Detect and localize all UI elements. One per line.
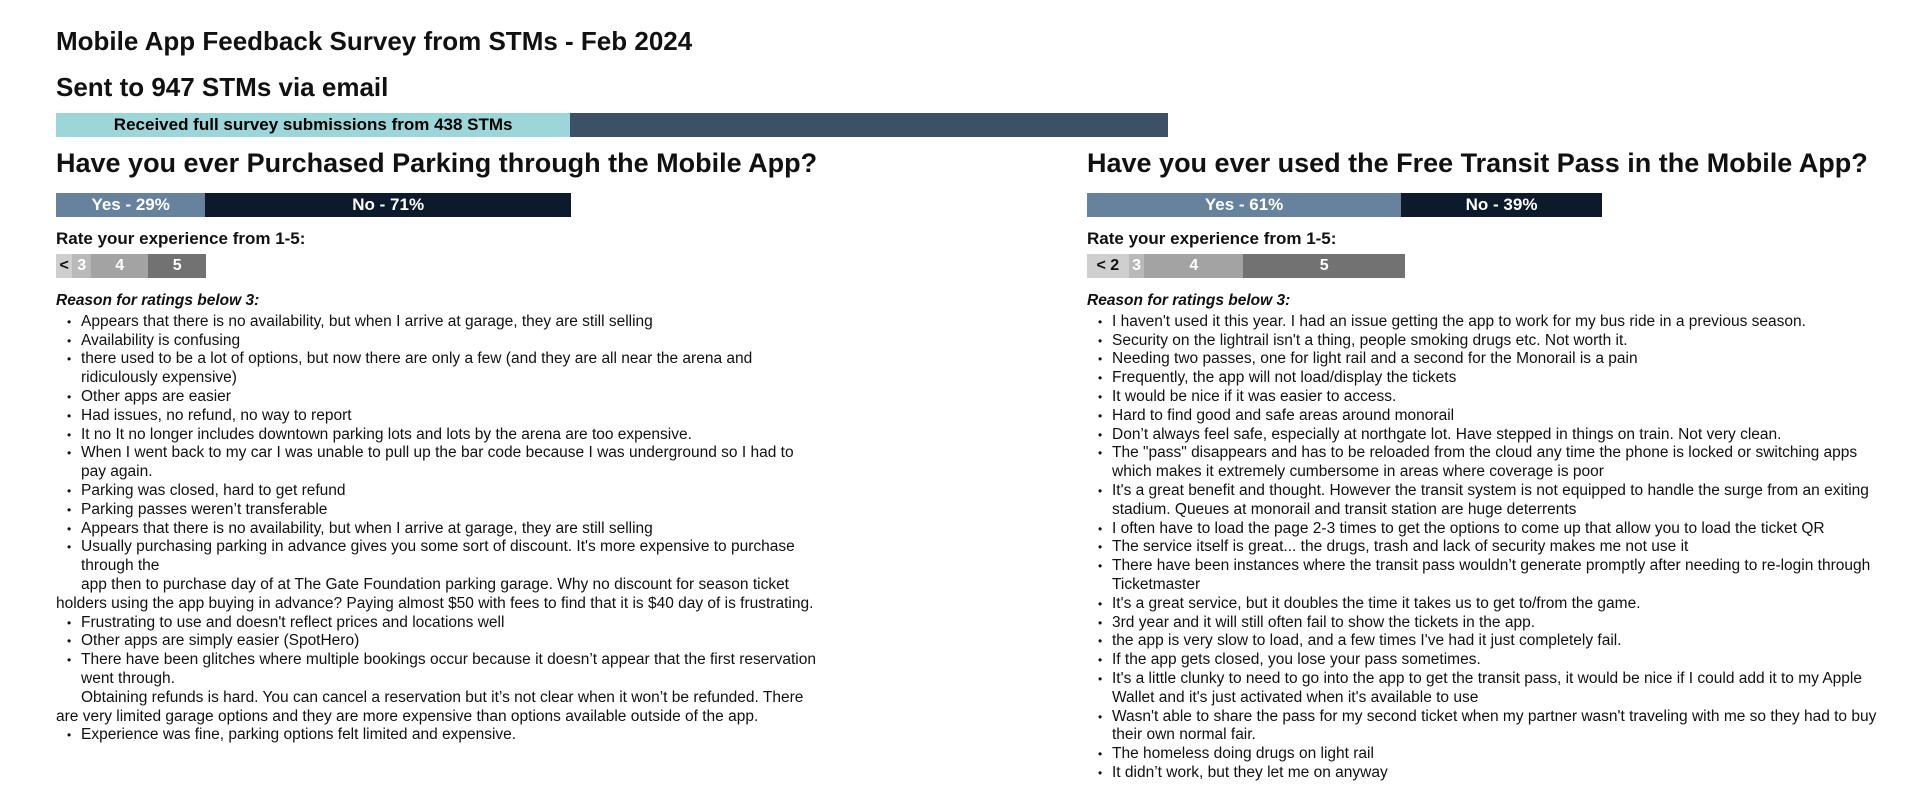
transit-reason-item: • It didn’t work, but they let me on anyway bbox=[1087, 764, 1897, 783]
parking-yes-no-bar-segment-2: No - 71% bbox=[205, 193, 571, 217]
transit-reason-item: • Wasn't able to share the pass for my second ticket when my partner wasn't traveling with me so they had to buy their own normal fair. bbox=[1087, 708, 1897, 746]
parking-rating-bar-segment-3: 4 bbox=[91, 254, 149, 278]
transit-reason-item: • It would be nice if it was easier to access. bbox=[1087, 388, 1897, 407]
page-subtitle: Sent to 947 STMs via email bbox=[56, 72, 389, 102]
transit-yes-no-bar-segment-1: Yes - 61% bbox=[1087, 193, 1401, 217]
parking-reason-item-continuation: app then to purchase day of at The Gate Foundation parking garage. Why no discount for season ticket holders using the app buying in advance? Paying almost $50 with fees to find that it is $40 day of is frustrating. bbox=[56, 575, 814, 612]
transit-question-title: Have you ever used the Free Transit Pass in the Mobile App? bbox=[1087, 148, 1868, 178]
transit-rating-bar-segment-3: 4 bbox=[1144, 254, 1243, 278]
transit-reasons bbox=[1087, 292, 1897, 783]
parking-yes-no-bar-segment-1: Yes - 29% bbox=[56, 193, 205, 217]
parking-rating-bar-segment-1: < bbox=[56, 254, 72, 278]
parking-yes-no-bar bbox=[56, 193, 571, 217]
parking-reason-item: • Appears that there is no availability, but when I arrive at garage, they are still selling bbox=[56, 313, 816, 332]
parking-reason-item: • Had issues, no refund, no way to report bbox=[56, 407, 816, 426]
parking-reason-item: • Experience was fine, parking options felt limited and expensive. bbox=[56, 726, 816, 745]
transit-reason-item: • Don’t always feel safe, especially at northgate lot. Have stepped in things on train. Not very clean. bbox=[1087, 426, 1897, 445]
transit-reason-item: • Needing two passes, one for light rail and a second for the Monorail is a pain bbox=[1087, 350, 1897, 369]
transit-reason-item: • It's a great service, but it doubles the time it takes us to get to/from the game. bbox=[1087, 595, 1897, 614]
transit-rating-label: Rate your experience from 1-5: bbox=[1087, 229, 1337, 248]
parking-reason-item: • Appears that there is no availability, but when I arrive at garage, they are still selling bbox=[56, 520, 816, 539]
parking-reason-item: • There have been glitches where multiple bookings occur because it doesn’t appear that the first reservation went through. bbox=[56, 651, 816, 689]
transit-reason-item: • The service itself is great... the drugs, trash and lack of security makes me not use it bbox=[1087, 538, 1897, 557]
parking-reason-item: • Other apps are easier bbox=[56, 388, 816, 407]
parking-reason-item: • Usually purchasing parking in advance gives you some sort of discount. It's more expensive to purchase through the bbox=[56, 538, 816, 576]
response-rate-bar bbox=[56, 113, 1168, 137]
transit-reason-item: • Frequently, the app will not load/display the tickets bbox=[1087, 369, 1897, 388]
response-rate-bar-segment-2 bbox=[570, 113, 1168, 137]
parking-rating-bar bbox=[56, 254, 206, 278]
transit-reason-item: • If the app gets closed, you lose your pass sometimes. bbox=[1087, 651, 1897, 670]
parking-rating-bar-segment-4: 5 bbox=[148, 254, 206, 278]
transit-rating-bar-segment-1: < 2 bbox=[1087, 254, 1129, 278]
parking-rating-bar-segment-2: 3 bbox=[72, 254, 90, 278]
transit-reasons-heading: Reason for ratings below 3: bbox=[1087, 292, 1291, 309]
transit-reason-item: • It's a great benefit and thought. However the transit system is not equipped to handle the surge from an exiting stadium. Queues at monorail and transit station are huge deterrents bbox=[1087, 482, 1897, 520]
transit-reason-item: • Hard to find good and safe areas around monorail bbox=[1087, 407, 1897, 426]
transit-reason-item: • The homeless doing drugs on light rail bbox=[1087, 745, 1897, 764]
transit-rating-bar-segment-2: 3 bbox=[1129, 254, 1145, 278]
parking-reasons-heading: Reason for ratings below 3: bbox=[56, 292, 260, 309]
transit-reason-item: • The "pass" disappears and has to be reloaded from the cloud any time the phone is locked or switching apps which makes it extremely cumbersome in areas where coverage is poor bbox=[1087, 444, 1897, 482]
parking-reason-item: • When I went back to my car I was unable to pull up the bar code because I was underground so I had to pay again. bbox=[56, 444, 816, 482]
parking-rating-label: Rate your experience from 1-5: bbox=[56, 229, 306, 248]
transit-rating-bar bbox=[1087, 254, 1405, 278]
parking-question-title: Have you ever Purchased Parking through the Mobile App? bbox=[56, 148, 818, 178]
transit-rating-bar-segment-4: 5 bbox=[1243, 254, 1405, 278]
response-rate-bar-segment-1: Received full survey submissions from 438 STMs bbox=[56, 113, 570, 137]
transit-reason-item: • It's a little clunky to need to go into the app to get the transit pass, it would be nice if I could add it to my Apple Wallet and it's just activated when it's available to use bbox=[1087, 670, 1897, 708]
parking-reasons bbox=[56, 292, 816, 745]
transit-reason-item: • the app is very slow to load, and a few times I've had it just completely fail. bbox=[1087, 632, 1897, 651]
parking-reason-item: • Availability is confusing bbox=[56, 332, 816, 351]
transit-reason-item: • Security on the lightrail isn't a thing, people smoking drugs etc. Not worth it. bbox=[1087, 332, 1897, 351]
parking-reason-item: • Parking passes weren’t transferable bbox=[56, 501, 816, 520]
transit-yes-no-bar bbox=[1087, 193, 1602, 217]
page-title: Mobile App Feedback Survey from STMs - Feb 2024 bbox=[56, 26, 693, 56]
transit-reason-item: • 3rd year and it will still often fail to show the tickets in the app. bbox=[1087, 614, 1897, 633]
transit-yes-no-bar-segment-2: No - 39% bbox=[1401, 193, 1602, 217]
parking-reason-item-continuation: Obtaining refunds is hard. You can cancel a reservation but it’s not clear when it won’t be refunded. There are very limited garage options and they are more expensive than options available outside of the app. bbox=[56, 688, 804, 725]
parking-reason-item: • It no It no longer includes downtown parking lots and lots by the arena are too expensive. bbox=[56, 426, 816, 445]
parking-reason-item: • Other apps are simply easier (SpotHero) bbox=[56, 632, 816, 651]
transit-reason-item: • I often have to load the page 2-3 times to get the options to come up that allow you to load the ticket QR bbox=[1087, 520, 1897, 539]
parking-reason-item: • Parking was closed, hard to get refund bbox=[56, 482, 816, 501]
transit-reason-item: • There have been instances where the transit pass wouldn’t generate promptly after needing to re-login through Ticketmaster bbox=[1087, 557, 1897, 595]
transit-reason-item: • I haven't used it this year. I had an issue getting the app to work for my bus ride in a previous season. bbox=[1087, 313, 1897, 332]
parking-reason-item: • there used to be a lot of options, but now there are only a few (and they are all near the arena and ridiculously expensive) bbox=[56, 350, 816, 388]
parking-reason-item: • Frustrating to use and doesn't reflect prices and locations well bbox=[56, 614, 816, 633]
